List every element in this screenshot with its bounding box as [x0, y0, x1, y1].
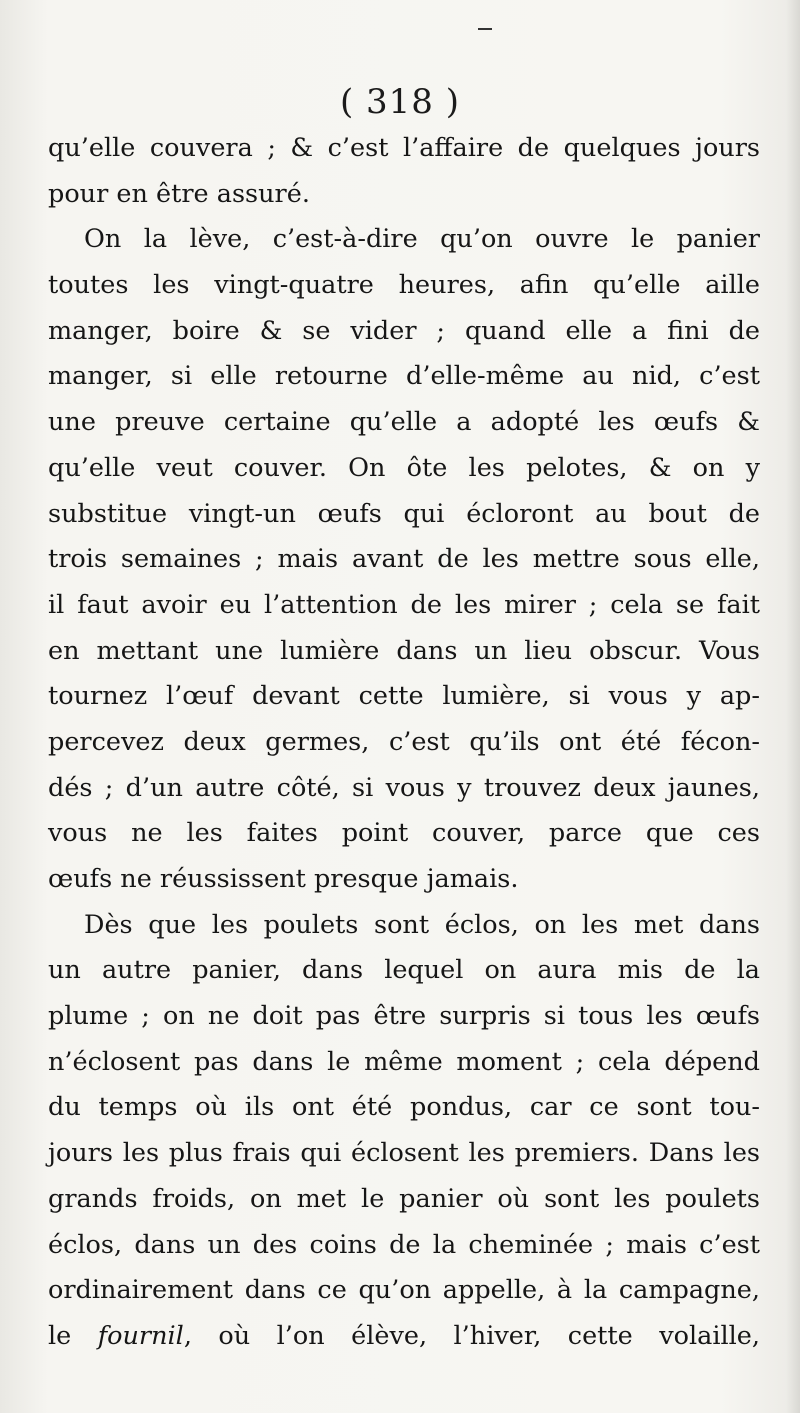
body-text	[48, 126, 760, 1360]
text-line: On la lève, c’est-à-dire qu’on ouvre le panier	[84, 224, 760, 255]
page-number: ( 318 )	[339, 82, 461, 122]
text-line: plume ; on ne doit pas être surpris si tous les œufs	[48, 1001, 760, 1032]
text-line: dés ; d’un autre côté, si vous y trouvez deux jaunes,	[48, 772, 760, 803]
text-fragment: le	[48, 1320, 98, 1351]
text-line: il faut avoir eu l’attention de les mirer ; cela se fait	[48, 589, 760, 620]
text-line: un autre panier, dans lequel on aura mis de la	[48, 955, 760, 986]
text-line: en mettant une lumière dans un lieu obscur. Vous	[48, 635, 760, 666]
text-line: pour en être assuré.	[48, 178, 310, 209]
text-line: qu’elle veut couver. On ôte les pelotes, & on y	[48, 452, 760, 483]
text-fragment: , où l’on élève, l’hiver, cette volaille,	[183, 1320, 760, 1351]
text-line: ordinairement dans ce qu’on appelle, à la campagne,	[48, 1275, 760, 1306]
text-line: jours les plus frais qui éclosent les premiers. Dans les	[48, 1138, 760, 1169]
text-line: percevez deux germes, c’est qu’ils ont été fécon-	[48, 726, 760, 757]
text-line: tournez l’œuf devant cette lumière, si vous y ap-	[48, 681, 760, 712]
text-line: qu’elle couvera ; & c’est l’affaire de quelques jours	[48, 133, 760, 163]
text-line: du temps où ils ont été pondus, car ce sont tou-	[48, 1092, 760, 1123]
text-line: éclos, dans un des coins de la cheminée ; mais c’est	[48, 1229, 760, 1260]
text-line: manger, boire & se vider ; quand elle a fini de	[48, 315, 760, 346]
text-line-last	[48, 1314, 760, 1360]
text-line: une preuve certaine qu’elle a adopté les œufs &	[48, 407, 760, 438]
text-line: Dès que les poulets sont éclos, on les met dans	[84, 909, 760, 940]
text-line: n’éclosent pas dans le même moment ; cela dépend	[48, 1046, 760, 1077]
text-line: trois semaines ; mais avant de les mettre sous elle,	[48, 544, 760, 575]
print-mark	[478, 28, 492, 30]
text-line: vous ne les faites point couver, parce que ces	[48, 818, 760, 849]
page-edge-shadow	[786, 0, 800, 1413]
text-line: manger, si elle retourne d’elle-même au nid, c’est	[48, 361, 760, 392]
text-line: grands froids, on met le panier où sont les poulets	[48, 1183, 760, 1214]
text-line: œufs ne réussissent presque jamais.	[48, 864, 519, 894]
text-line: substitue vingt-un œufs qui écloront au bout de	[48, 498, 760, 529]
italic-term: fournil	[97, 1320, 184, 1351]
text-line: toutes les vingt-quatre heures, afin qu’elle aille	[48, 270, 760, 301]
